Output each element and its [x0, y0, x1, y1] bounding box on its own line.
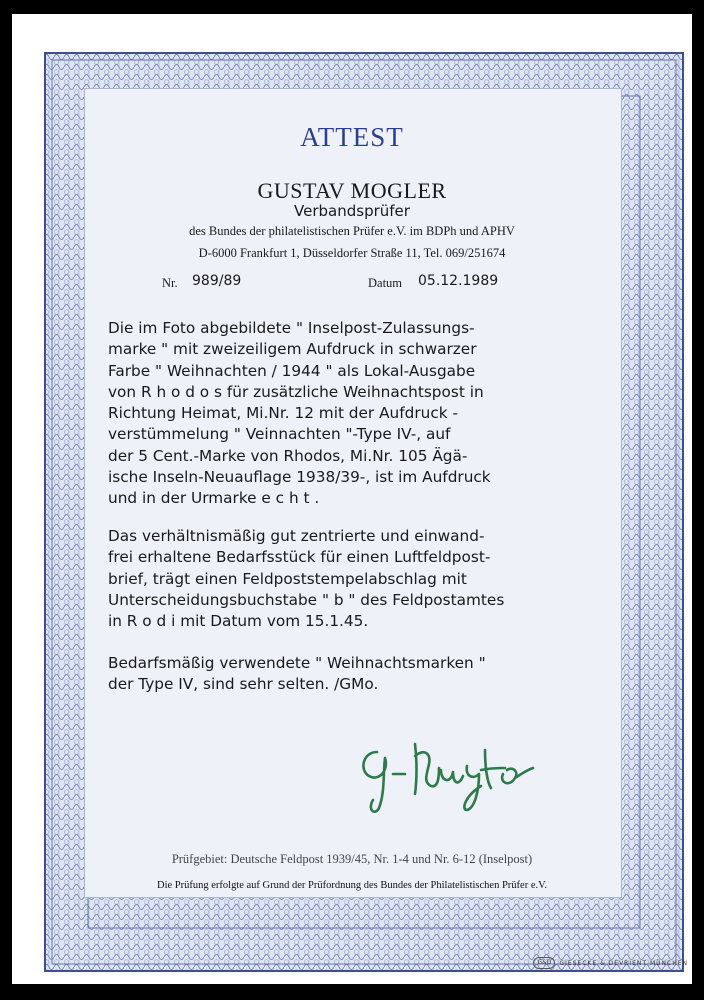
paragraph-rarity: [108, 653, 598, 696]
text-line: und in der Urmarke e c h t .: [108, 489, 320, 508]
examiner-name: GUSTAV MOGLER: [257, 178, 447, 203]
text-line: Das verhältnismäßig gut zentrierte und einwand-: [108, 527, 485, 545]
text-line: marke " mit zweizeiligem Aufdruck in schwarzer: [108, 340, 477, 359]
text-line: in R o d i mit Datum vom 15.1.45.: [108, 612, 369, 631]
examiner-role: Verbandsprüfer: [294, 202, 410, 220]
text-line: der 5 Cent.-Marke von Rhodos, Mi.Nr. 105 Ägä-: [108, 446, 468, 465]
text-line: ische Inseln-Neuauflage 1938/39-, ist im Aufdruck: [108, 468, 491, 487]
text-line: frei erhaltene Bedarfsstück für einen Luftfeldpost-: [108, 548, 491, 567]
printer-imprint: [533, 957, 688, 969]
paragraph-condition: [108, 526, 598, 632]
paragraph-description: [108, 318, 598, 510]
text-line: Bedarfsmäßig verwendete " Weihnachtsmarken ": [108, 654, 486, 672]
text-line: Farbe " Weihnachten / 1944 " als Lokal-Ausgabe: [108, 361, 476, 380]
printer-logo: G&D: [533, 957, 555, 969]
certificate-number: 989/89: [192, 273, 242, 289]
text-line: brief, trägt einen Feldpoststempelabschlag mit: [108, 569, 467, 588]
text-line: der Type IV, sind sehr selten. /GMo.: [108, 675, 379, 694]
text-line: verstümmelung " Veinnachten "-Type IV-, auf: [108, 425, 451, 444]
association-line: des Bundes der philatelistischen Prüfer e.V. im BDPh und APHV: [189, 224, 515, 238]
examination-scope: Prüfgebiet: Deutsche Feldpost 1939/45, Nr. 1-4 und Nr. 6-12 (Inselpost): [171, 852, 533, 866]
examination-rules: Die Prüfung erfolgte auf Grund der Prüfordnung des Bundes der Philatelistischen Prüfer e.V.: [157, 880, 547, 891]
text-line: Die im Foto abgebildete " Inselpost-Zulassungs-: [108, 319, 475, 337]
text-line: Unterscheidungsbuchstabe " b " des Feldpostamtes: [108, 590, 505, 609]
number-label: Nr.: [162, 276, 178, 290]
address-line: D-6000 Frankfurt 1, Düsseldorfer Straße 11, Tel. 069/251674: [198, 246, 506, 260]
handwritten-signature: [355, 730, 545, 822]
text-line: Richtung Heimat, Mi.Nr. 12 mit der Aufdruck -: [108, 404, 458, 423]
printer-name: GIESECKE & DEVRIENT MÜNCHEN: [559, 959, 688, 967]
date-label: Datum: [368, 276, 403, 290]
text-line: von R h o d o s für zusätzliche Weihnachtspost in: [108, 382, 484, 401]
certificate-title: ATTEST: [300, 122, 404, 152]
certificate-date: 05.12.1989: [418, 273, 499, 289]
